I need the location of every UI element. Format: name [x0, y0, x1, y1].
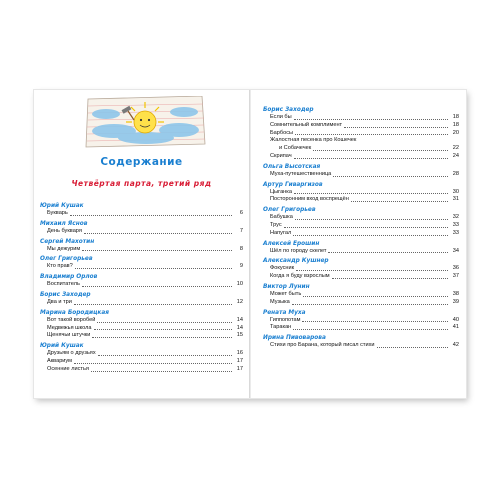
toc-entry[interactable] — [40, 332, 243, 340]
toc-page-number: 8 — [239, 245, 243, 252]
toc-leader-dots — [328, 252, 448, 253]
toc-entry-title: Трус — [270, 221, 282, 228]
toc-author: Олег Григорьев — [40, 256, 93, 263]
toc-leader-dots — [333, 176, 448, 177]
toc-entry[interactable] — [263, 265, 459, 273]
toc-leader-dots — [75, 268, 232, 269]
toc-entry-title: Жалостная песенка про Кошечек — [270, 137, 357, 144]
toc-author: Юрий Кушак — [40, 343, 84, 350]
toc-entry-title: День букваря — [47, 227, 82, 234]
toc-leader-dots — [351, 201, 448, 202]
toc-left-list — [40, 200, 243, 374]
toc-entry-title: Сомнительный комплимент — [270, 121, 343, 128]
toc-entry[interactable] — [40, 350, 243, 358]
toc-page-number: 40 — [452, 316, 459, 323]
toc-entry[interactable] — [263, 130, 459, 138]
toc-page-number: 9 — [239, 263, 243, 270]
toc-author: Ирина Пивоварова — [263, 335, 326, 342]
toc-entry[interactable] — [40, 325, 243, 333]
toc-entry[interactable] — [263, 222, 459, 230]
toc-entry-title: Два и три — [47, 298, 72, 305]
toc-entry[interactable] — [263, 324, 459, 332]
toc-entry-title: Гиппопотам — [270, 316, 301, 323]
toc-page-number: 24 — [452, 152, 459, 159]
page-title: Содержание — [100, 156, 183, 168]
toc-entry[interactable] — [263, 273, 459, 281]
toc-entry[interactable] — [40, 246, 243, 254]
toc-entry[interactable] — [40, 358, 243, 366]
toc-leader-dots — [82, 250, 232, 251]
toc-page-number: 32 — [452, 214, 459, 221]
toc-author: Александр Кушнер — [263, 258, 329, 265]
toc-leader-dots — [82, 286, 232, 287]
toc-author: Рената Муха — [263, 309, 306, 316]
toc-entry[interactable] — [263, 196, 459, 204]
toc-leader-dots — [294, 193, 448, 194]
toc-entry-title: и Собачечек — [279, 145, 312, 152]
toc-entry[interactable] — [40, 317, 243, 325]
toc-entry-title: Вот такой воробей — [47, 316, 96, 323]
toc-entry-title: Цыганка — [270, 188, 292, 195]
toc-entry-title: Медвежья школа — [47, 324, 92, 331]
toc-entry-title: Шёл по городу скелет — [270, 247, 327, 254]
toc-leader-dots — [344, 127, 448, 128]
toc-page-number: 14 — [236, 316, 243, 323]
book-spread — [34, 90, 466, 398]
toc-author: Юрий Кушак — [40, 203, 84, 209]
toc-entry-title: Бабушка — [270, 214, 293, 221]
toc-entry[interactable] — [263, 230, 459, 238]
toc-page-number: 17 — [236, 365, 243, 372]
toc-leader-dots — [70, 215, 232, 216]
toc-author: Артур Гиваргизов — [263, 181, 323, 188]
toc-entry[interactable] — [263, 214, 459, 222]
toc-leader-dots — [94, 329, 232, 330]
toc-entry-title: Если бы — [270, 114, 292, 120]
toc-entry-title: Музыка — [270, 298, 290, 305]
toc-entry-title: Осенние листья — [47, 365, 89, 372]
toc-author: Олег Григорьев — [263, 207, 316, 214]
toc-author: Владимир Орлов — [40, 274, 98, 281]
toc-leader-dots — [296, 270, 448, 271]
toc-leader-dots — [313, 150, 448, 151]
toc-author: Борис Заходер — [263, 107, 314, 113]
toc-author: Алексей Ерошин — [263, 240, 320, 247]
toc-entry-title: Стихи про Барана, который писал стихи — [270, 342, 375, 349]
toc-page-number: 36 — [452, 265, 459, 272]
toc-page-number: 34 — [452, 247, 459, 254]
toc-entry-title: Посторонним вход воспрещён — [270, 196, 349, 203]
toc-entry[interactable] — [263, 317, 459, 325]
toc-entry-title: Воспитатель — [47, 281, 80, 288]
toc-entry[interactable] — [263, 114, 459, 122]
toc-page-number: 17 — [236, 357, 243, 364]
toc-page-number: 6 — [239, 210, 243, 216]
toc-page-number: 28 — [452, 170, 459, 177]
toc-leader-dots — [92, 337, 232, 338]
toc-page-number: 10 — [236, 281, 243, 288]
toc-page-number: 20 — [452, 129, 459, 136]
toc-leader-dots — [294, 158, 448, 159]
toc-page-number: 15 — [236, 332, 243, 339]
toc-entry-title: Аквариум — [47, 357, 73, 364]
toc-leader-dots — [302, 321, 448, 322]
toc-author: Борис Заходер — [40, 291, 91, 298]
toc-page-number: 16 — [236, 350, 243, 357]
toc-page-number: 7 — [239, 227, 243, 234]
toc-page-number: 30 — [452, 188, 459, 195]
toc-leader-dots — [377, 347, 448, 348]
toc-entry-title: Может быть — [270, 290, 302, 297]
toc-page-number: 41 — [452, 324, 459, 331]
toc-entry-title: Друзьям о друзьях — [47, 350, 96, 357]
toc-page-number: 42 — [452, 342, 459, 349]
toc-page-number: 33 — [452, 229, 459, 236]
toc-entry[interactable] — [263, 248, 459, 256]
toc-entry[interactable] — [263, 189, 459, 197]
toc-author: Михаил Яснов — [40, 220, 88, 227]
toc-leader-dots — [292, 304, 448, 305]
toc-entry[interactable] — [263, 171, 459, 179]
toc-entry[interactable] — [40, 281, 243, 289]
toc-entry[interactable] — [40, 228, 243, 236]
toc-entry[interactable] — [263, 342, 459, 350]
toc-author: Марина Бородицкая — [40, 309, 109, 316]
toc-entry-title: Когда я буду взрослым — [270, 273, 330, 280]
toc-leader-dots — [91, 371, 232, 372]
toc-entry-title: Мы дежурим — [47, 245, 81, 252]
toc-author: Сергей Махотин — [40, 238, 95, 245]
toc-leader-dots — [284, 227, 448, 228]
toc-entry[interactable] — [263, 122, 459, 130]
toc-entry[interactable] — [263, 153, 459, 161]
toc-entry-title: Букварь — [47, 210, 68, 216]
toc-entry[interactable] — [263, 291, 459, 299]
toc-leader-dots — [332, 278, 448, 279]
toc-entry-title: Кто прав? — [47, 263, 73, 270]
toc-entry[interactable] — [263, 137, 459, 145]
toc-right-list — [263, 104, 459, 350]
toc-entry-title: Барбосы — [270, 129, 294, 136]
toc-author: Ольга Высотская — [263, 163, 321, 170]
toc-page-number: 38 — [452, 290, 459, 297]
section-subtitle: Четвёртая парта, третий ряд — [71, 179, 212, 188]
toc-entry[interactable] — [40, 299, 243, 307]
toc-page-number: 14 — [236, 324, 243, 331]
toc-leader-dots — [293, 235, 448, 236]
toc-leader-dots — [295, 134, 448, 135]
toc-leader-dots — [74, 363, 232, 364]
toc-page-number: 22 — [452, 145, 459, 152]
toc-entry[interactable] — [40, 366, 243, 374]
toc-entry-title: Фокусник — [270, 265, 295, 272]
toc-page-number: 18 — [452, 121, 459, 128]
toc-leader-dots — [303, 296, 448, 297]
toc-entry-title: Щенячьи штучки — [47, 332, 91, 339]
sun-with-clouds-on-notebook-paper-icon — [84, 96, 206, 148]
toc-leader-dots — [98, 355, 232, 356]
toc-leader-dots — [294, 119, 448, 120]
toc-leader-dots — [74, 304, 232, 305]
toc-page-number: 12 — [236, 298, 243, 305]
toc-page-number: 33 — [452, 221, 459, 228]
toc-entry[interactable] — [40, 210, 243, 218]
toc-author: Виктор Лунин — [263, 283, 310, 290]
toc-entry-title: Муха-путешественница — [270, 170, 332, 177]
toc-page-number: 39 — [452, 298, 459, 305]
toc-entry-title: Скрипач — [270, 152, 292, 159]
toc-leader-dots — [295, 219, 448, 220]
toc-page-number: 37 — [452, 273, 459, 280]
toc-entry[interactable] — [263, 299, 459, 307]
toc-entry-title: Таракан — [270, 324, 292, 331]
toc-entry[interactable] — [40, 263, 243, 271]
toc-entry[interactable] — [263, 145, 459, 153]
book-gutter — [249, 90, 251, 398]
toc-page-number: 31 — [452, 196, 459, 203]
toc-leader-dots — [293, 329, 448, 330]
toc-leader-dots — [84, 233, 232, 234]
toc-leader-dots — [97, 322, 232, 323]
toc-page-number: 18 — [452, 114, 459, 120]
toc-entry-title: Напугал — [270, 229, 292, 236]
